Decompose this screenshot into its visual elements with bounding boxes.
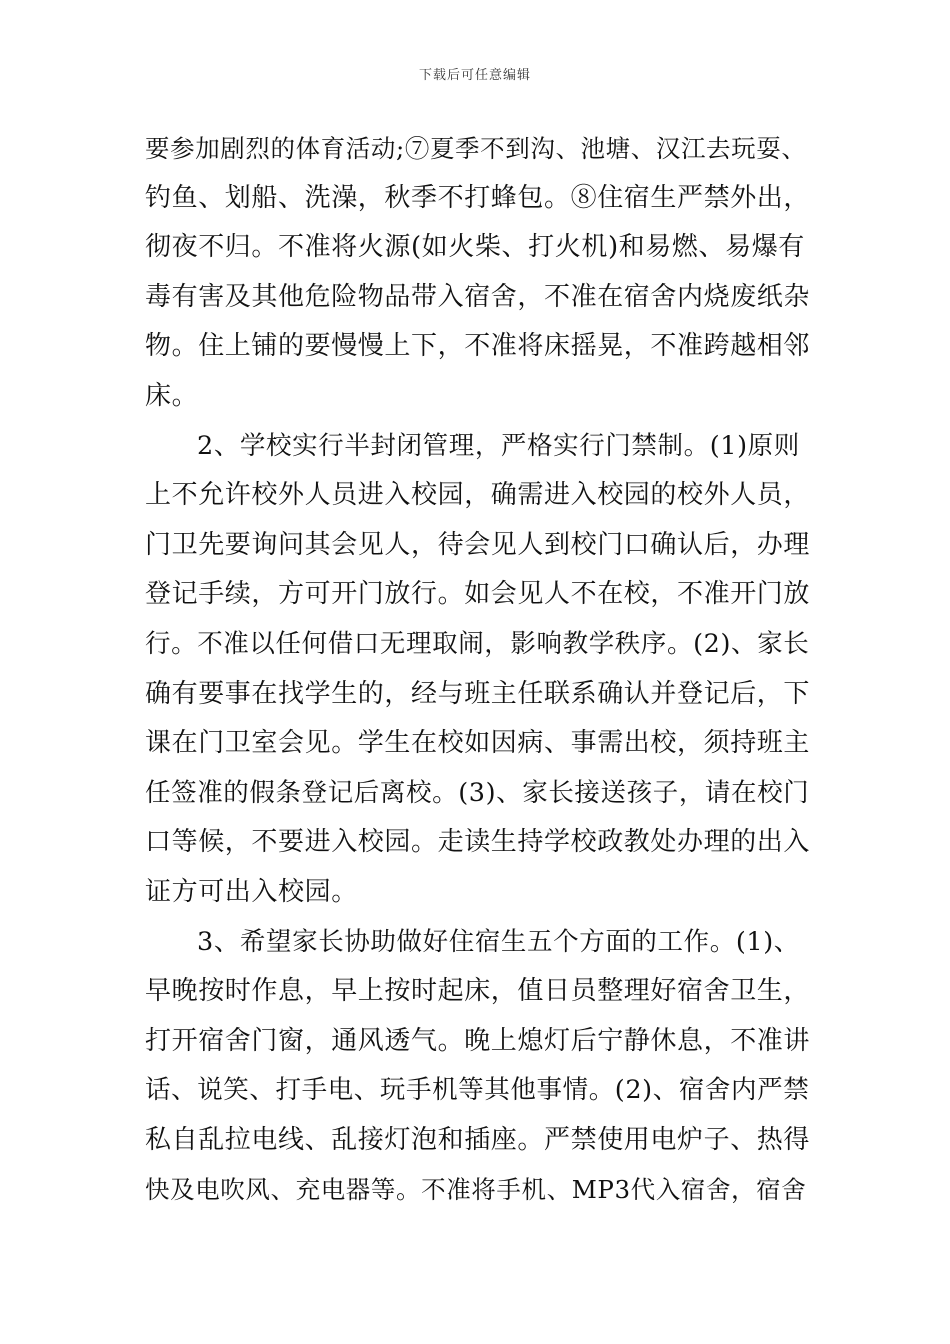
paragraph-3-start: 3、希望家长协助做好住宿生五个方面的工作。(1)、: [197, 926, 800, 957]
text-line: 确有要事在找学生的，经与班主任联系确认并登记后，下: [145, 678, 811, 709]
text-line: 证方可出入校园。: [145, 876, 358, 907]
text-line: 毒有害及其他危险物品带入宿舍，不准在宿舍内烧废纸杂: [145, 281, 811, 312]
text-line: 私自乱拉电线、乱接灯泡和插座。严禁使用电炉子、热得: [145, 1124, 811, 1155]
text-line: 物。住上铺的要慢慢上下，不准将床摇晃，不准跨越相邻: [145, 331, 811, 362]
text-line: 口等候，不要进入校园。走读生持学校政教处办理的出入: [145, 827, 811, 858]
text-line: 登记手续，方可开门放行。如会见人不在校，不准开门放: [145, 579, 811, 610]
text-line: 课在门卫室会见。学生在校如因病、事需出校，须持班主: [145, 728, 811, 759]
text-line: 快及电吹风、充电器等。不准将手机、MP3代入宿舍，宿舍: [145, 1175, 807, 1205]
text-line: 行。不准以任何借口无理取闹，影响教学秩序。(2)、家长: [145, 628, 810, 659]
text-line: 话、说笑、打手电、玩手机等其他事情。(2)、宿舍内严禁: [145, 1075, 810, 1106]
text-line: 要参加剧烈的体育活动;⑦夏季不到沟、池塘、汉江去玩耍、: [145, 134, 807, 163]
body-text: [145, 124, 810, 1215]
text-line: 任签准的假条登记后离校。(3)、家长接送孩子，请在校门: [145, 777, 810, 808]
text-line: 床。: [145, 380, 199, 411]
text-line: 上不允许校外人员进入校园，确需进入校园的校外人员，: [145, 480, 811, 511]
page-header: 下载后可任意编辑: [418, 68, 531, 83]
text-line: 彻夜不归。不准将火源(如火柴、打火机)和易燃、易爆有: [145, 232, 805, 263]
text-line: 早晚按时作息，早上按时起床，值日员整理好宿舍卫生，: [145, 976, 811, 1007]
text-line: 钓鱼、划船、洗澡，秋季不打蜂包。⑧住宿生严禁外出，: [145, 182, 811, 213]
text-line: 门卫先要询问其会见人，待会见人到校门口确认后，办理: [145, 529, 811, 560]
paragraph-2-start: 2、学校实行半封闭管理，严格实行门禁制。(1)原则: [197, 430, 800, 461]
text-line: 打开宿舍门窗，通风透气。晚上熄灯后宁静休息，不准讲: [145, 1025, 811, 1056]
